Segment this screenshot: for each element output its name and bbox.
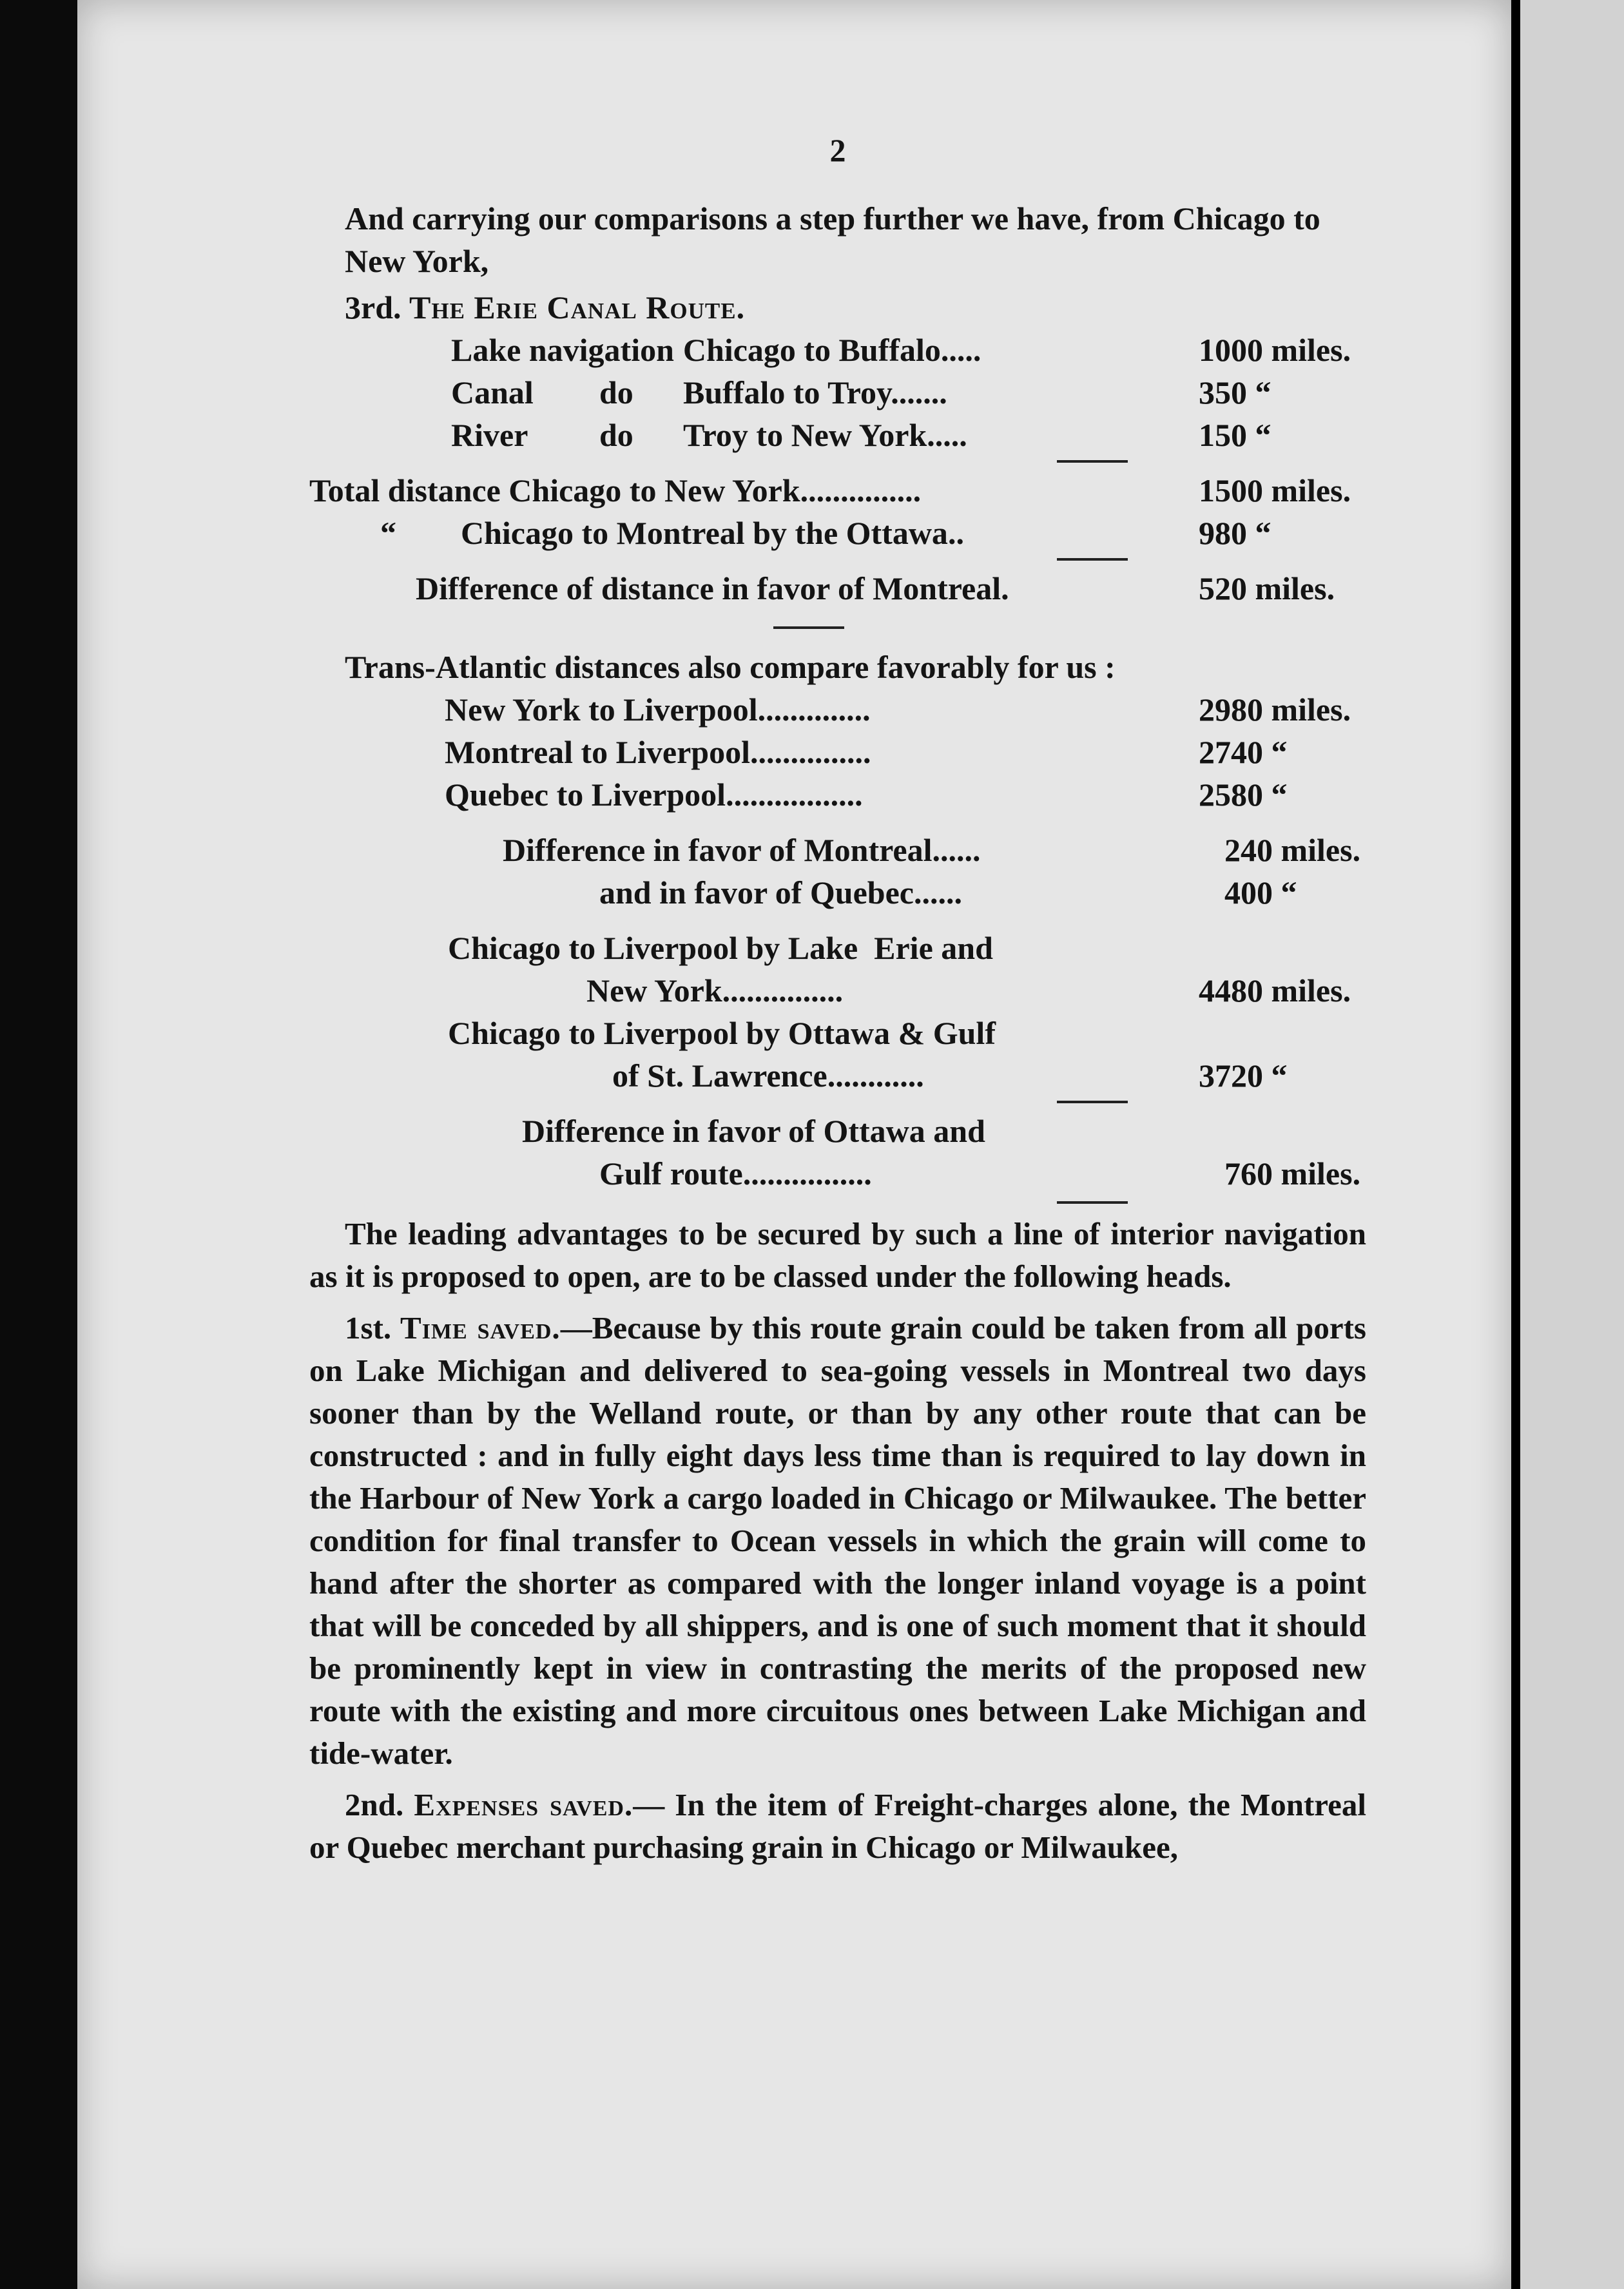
leader-dots: ...............	[800, 472, 922, 508]
difference-value: 400 “	[1224, 874, 1297, 911]
paragraph-heading: Time saved.	[400, 1310, 561, 1346]
erie-ditto: do	[599, 417, 633, 453]
difference-value: 240 miles.	[1224, 832, 1361, 868]
difference-label: Difference in favor of Montreal	[503, 832, 933, 868]
sum-rule	[1057, 558, 1128, 561]
difference-label: and in favor of Quebec	[599, 874, 914, 911]
erie-mode: Lake navigation	[451, 332, 674, 368]
erie-distance: 1000 miles.	[1199, 332, 1351, 368]
paragraph-expenses-saved	[309, 1784, 1366, 1869]
route-label: New York	[586, 972, 722, 1009]
transatlantic-row	[309, 731, 1366, 773]
difference-value: 520 miles.	[1199, 570, 1335, 606]
difference-value: 760 miles.	[1224, 1155, 1361, 1192]
erie-mode: River	[451, 417, 528, 453]
sum-rule	[1057, 1201, 1128, 1204]
erie-segment: Chicago to Buffalo	[682, 332, 941, 368]
transatlantic-value: 2580 “	[1199, 777, 1288, 813]
difference-row	[309, 567, 1366, 610]
erie-row	[309, 414, 1366, 456]
transatlantic-label: Montreal to Liverpool	[445, 734, 750, 770]
transatlantic-row	[309, 773, 1366, 816]
erie-row	[309, 329, 1366, 371]
paragraph-text: The leading advantages to be secured by such a line of interior navigation as it is proposed to open, are to be classed under the following heads.	[309, 1216, 1366, 1294]
leader-dots: ..............	[757, 691, 871, 728]
paragraph-time-saved	[309, 1307, 1366, 1775]
difference-label: Difference of distance in favor of Montreal.	[416, 570, 1009, 606]
route-value: 3720 “	[1199, 1058, 1288, 1094]
leader-dots: ...............	[722, 972, 844, 1009]
total-row	[309, 512, 1366, 554]
difference-row	[309, 871, 1366, 914]
transatlantic-value: 2740 “	[1199, 734, 1288, 770]
difference-row	[309, 1152, 1366, 1195]
section-title: The Erie Canal Route.	[409, 289, 746, 325]
leader-dots: ...............	[750, 734, 871, 770]
route-line: Chicago to Liverpool by Lake Erie and	[448, 930, 993, 966]
route-row	[309, 969, 1366, 1012]
leader-dots: ............	[827, 1058, 924, 1094]
transatlantic-row	[309, 688, 1366, 731]
transatlantic-label: Quebec to Liverpool	[445, 777, 726, 813]
difference-row	[309, 829, 1366, 871]
total-value: 1500 miles.	[1199, 472, 1351, 508]
leader-dots: ..	[947, 515, 964, 551]
section-number: 3rd.	[345, 289, 401, 325]
section-heading-erie	[309, 286, 1366, 329]
route-value: 4480 miles.	[1199, 972, 1351, 1009]
leader-dots: .....	[927, 417, 967, 453]
leader-dots: .....	[940, 332, 981, 368]
next-page-edge	[1511, 0, 1624, 2289]
paragraph-number: 2nd.	[345, 1787, 404, 1822]
erie-mode: Canal	[451, 374, 534, 410]
paragraph-text: —Because by this route grain could be taken from all ports on Lake Michigan and delivered to sea-going vessels in Montreal two days sooner than by the Welland route, or than by any other route that can be constructed : and in fully eight days less time than is required to lay down in the Harbour of New York a cargo loaded in Chicago or Milwaukee. The better condition for final transfer to Ocean vessels in which the grain will come to hand after the shorter as compared with the longer inland voyage is a point that will be conceded by all shippers, and is one of such moment that it should be prominently kept in view in contrasting the merits of the proposed new route with the existing and more circuitous ones between Lake Michigan and tide-water.	[309, 1310, 1366, 1771]
route-line: Chicago to Liverpool by Ottawa & Gulf	[448, 1015, 996, 1051]
erie-distance: 350 “	[1199, 374, 1271, 410]
erie-ditto: do	[599, 374, 633, 410]
page-content	[309, 129, 1366, 1869]
section-divider	[773, 626, 844, 629]
transatlantic-value: 2980 miles.	[1199, 691, 1351, 728]
total-label: “ Chicago to Montreal by the Ottawa	[380, 515, 948, 551]
sum-rule	[1057, 460, 1128, 463]
paragraph-number: 1st.	[345, 1310, 392, 1346]
total-row	[309, 469, 1366, 512]
leader-dots: .................	[726, 777, 863, 813]
erie-segment: Troy to New York	[683, 417, 927, 453]
erie-row	[309, 371, 1366, 414]
total-label: Total distance Chicago to New York	[309, 472, 800, 508]
difference-label: Gulf route	[599, 1155, 743, 1192]
erie-segment: Buffalo to Troy	[683, 374, 891, 410]
difference-line: Difference in favor of Ottawa and	[522, 1113, 985, 1149]
sum-rule	[1057, 1101, 1128, 1103]
total-value: 980 “	[1199, 515, 1271, 551]
paragraph-advantages	[309, 1213, 1366, 1298]
page-number: 2	[829, 132, 846, 168]
transatlantic-label: New York to Liverpool	[445, 691, 758, 728]
leader-dots: ......	[914, 874, 962, 911]
paragraph-text: — In the item of Freight-charges alone, the Montreal or Quebec merchant purchasing grain in Chicago or Milwaukee,	[309, 1787, 1366, 1865]
intro-text: And carrying our comparisons a step further we have, from Chicago to New York,	[345, 200, 1320, 279]
leader-dots: .......	[891, 374, 947, 410]
transatlantic-intro: Trans-Atlantic distances also compare favorably for us :	[345, 649, 1116, 685]
leader-dots: ................	[742, 1155, 872, 1192]
paragraph-heading: Expenses saved.	[414, 1787, 633, 1822]
route-label: of St. Lawrence	[612, 1058, 827, 1094]
route-row	[309, 1054, 1366, 1097]
leader-dots: ......	[932, 832, 981, 868]
erie-distance: 150 “	[1199, 417, 1271, 453]
